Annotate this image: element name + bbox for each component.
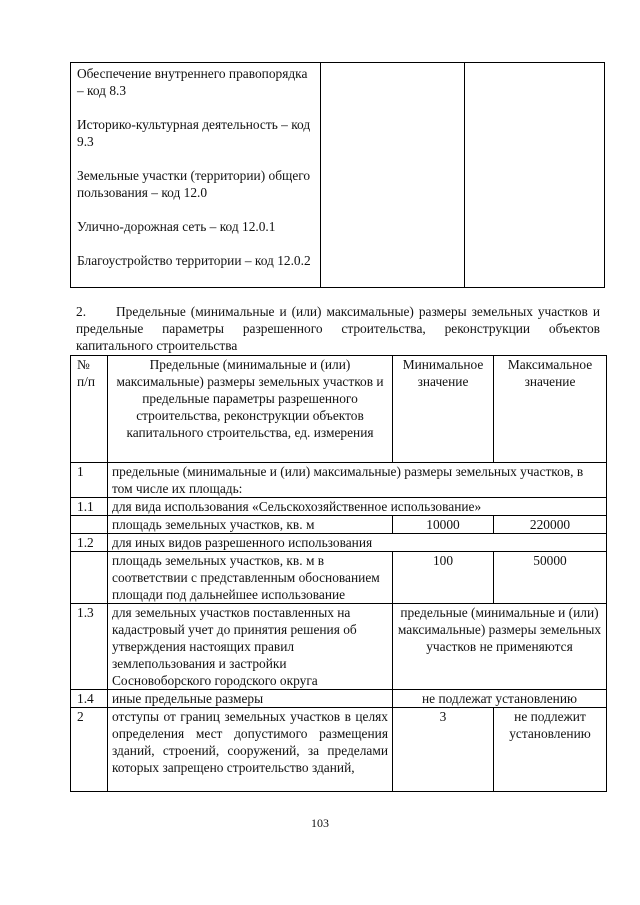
row-min: 10000 xyxy=(393,516,494,534)
header-name: Предельные (минимальные и (или) максимальные) размеры земельных участков и предельные параметры разрешенного строительства, реконструкции объектов капитального строительства, ед. измерения xyxy=(108,356,393,463)
row-text: иные предельные размеры xyxy=(108,690,393,708)
section-number: 2. xyxy=(76,304,87,319)
row-text: предельные (минимальные и (или) максимальные) размеры земельных участков, в том числе их площадь: xyxy=(108,463,607,498)
row-min: 100 xyxy=(393,552,494,604)
row-num: 1.3 xyxy=(71,604,108,690)
row-max: не подлежит установлению xyxy=(494,708,607,792)
land-use-code-item: Благоустройство территории – код 12.0.2 xyxy=(77,253,311,268)
header-num: № п/п xyxy=(71,356,108,463)
table-row xyxy=(71,604,607,690)
section-text: Предельные (минимальные и (или) максимальные) размеры земельных участков и предельные параметры разрешенного строительства, реконструкции объектов капитального строительства xyxy=(76,304,600,353)
empty-cell xyxy=(321,63,465,288)
header-min: Минимальное значение xyxy=(393,356,494,463)
page-number: 103 xyxy=(311,816,329,830)
row-min: 3 xyxy=(393,708,494,792)
table-row xyxy=(71,690,607,708)
table-header-row xyxy=(71,356,607,463)
row-text: площадь земельных участков, кв. м xyxy=(108,516,393,534)
table-row xyxy=(71,463,607,498)
row-text: для вида использования «Сельскохозяйственное использование» xyxy=(108,498,607,516)
land-use-codes-table xyxy=(70,62,605,288)
row-text: площадь земельных участков, кв. м в соответствии с представленным обоснованием площади под дальнейшее использование xyxy=(108,552,393,604)
row-num: 1.2 xyxy=(71,534,108,552)
table-row xyxy=(71,534,607,552)
table-row xyxy=(71,498,607,516)
land-use-code-item: Улично-дорожная сеть – код 12.0.1 xyxy=(77,219,276,234)
row-value: предельные (минимальные и (или) максимальные) размеры земельных участков не применяются xyxy=(393,604,607,690)
land-use-code-item: Историко-культурная деятельность – код 9.3 xyxy=(77,117,311,149)
row-num: 1 xyxy=(71,463,108,498)
row-num-empty xyxy=(71,516,108,534)
table-row xyxy=(71,552,607,604)
table-row xyxy=(71,516,607,534)
parameters-table xyxy=(70,355,607,792)
row-max: 220000 xyxy=(494,516,607,534)
row-value: не подлежат установлению xyxy=(393,690,607,708)
header-max: Максимальное значение xyxy=(494,356,607,463)
row-num: 1.1 xyxy=(71,498,108,516)
row-num: 1.4 xyxy=(71,690,108,708)
empty-cell xyxy=(465,63,605,288)
land-use-code-item: Земельные участки (территории) общего пользования – код 12.0 xyxy=(77,168,311,200)
row-num-empty xyxy=(71,552,108,604)
row-max: 50000 xyxy=(494,552,607,604)
row-text: для иных видов разрешенного использования xyxy=(108,534,607,552)
row-text: для земельных участков поставленных на кадастровый учет до принятия решения об утверждения настоящих правил землепользования и застройки Сосновоборского городского округа xyxy=(108,604,393,690)
section-heading xyxy=(76,303,600,354)
table-row xyxy=(71,708,607,792)
land-use-codes-cell xyxy=(71,63,321,288)
row-num: 2 xyxy=(71,708,108,792)
land-use-code-item: Обеспечение внутреннего правопорядка – код 8.3 xyxy=(77,66,308,98)
row-text: отступы от границ земельных участков в целях определения мест допустимого размещения зданий, строений, сооружений, за пределами которых запрещено строительство зданий, xyxy=(108,708,393,792)
